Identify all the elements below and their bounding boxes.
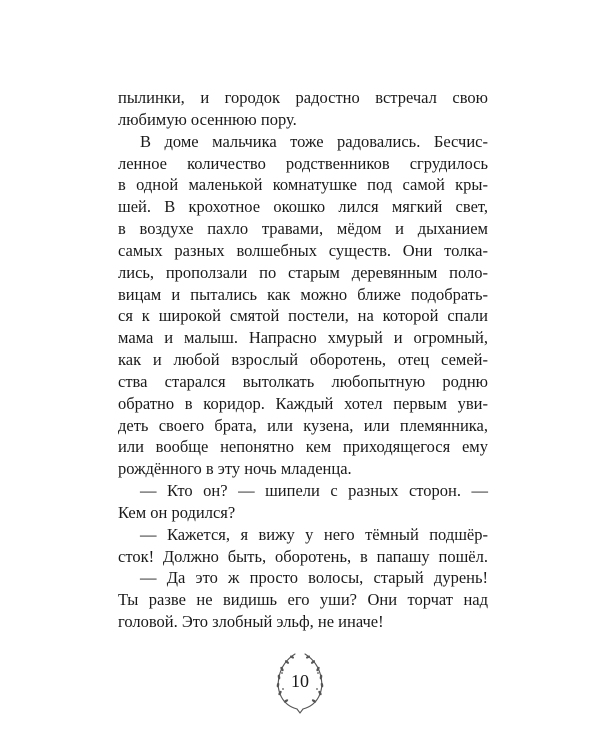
text-line: или вообще непонятно кем приходящегося ему: [118, 437, 488, 457]
text-line: — Кажется, я вижу у него тёмный подшёр-: [140, 524, 488, 544]
text-line: в воздухе пахло травами, мёдом и дыханием: [118, 219, 488, 238]
text-line: любимую осеннюю пору.: [118, 109, 297, 129]
text-line: самых разных волшебных существ. Они толка-: [118, 240, 488, 260]
text-line: рождённого в эту ночь младенца.: [118, 459, 352, 479]
text-line: сток! Должно быть, оборотень, в папашу пошёл.: [118, 546, 488, 566]
text-line: Ты разве не видишь его уши? Они торчат над: [118, 590, 488, 610]
text-line: ся к широкой смятой постели, на которой спали: [118, 306, 488, 326]
text-line: лись, проползали по старым деревянным поло-: [118, 262, 488, 282]
page-folio: [270, 647, 330, 717]
text-line: вицам и пытались как можно ближе подобрать-: [118, 284, 488, 304]
text-line: — Да это ж просто волосы, старый дурень!: [140, 568, 488, 588]
text-line: головой. Это злобный эльф, не иначе!: [118, 612, 384, 631]
text-line: — Кто он? — шипели с разных сторон. —: [140, 481, 488, 500]
text-line: деть своего брата, или кузена, или племянника,: [118, 415, 488, 435]
text-line: как и любой взрослый оборотень, отец семей-: [118, 350, 488, 369]
text-line: Кем он родился?: [118, 502, 236, 522]
text-line: шей. В крохотное окошко лился мягкий свет,: [118, 197, 488, 217]
text-line: В доме мальчика тоже радовались. Бесчис-: [140, 131, 488, 151]
page-number: 10: [291, 671, 309, 691]
text-line: в одной маленькой комнатушке под самой кры-: [118, 175, 488, 195]
text-line: пылинки, и городок радостно встречал свою: [118, 88, 488, 107]
text-line: обратно в коридор. Каждый хотел первым уви-: [118, 393, 488, 413]
text-line: мама и малыш. Напрасно хмурый и огромный,: [118, 328, 488, 348]
text-line: ленное количество родственников сгрудилось: [118, 153, 488, 173]
text-line: ства старался вытолкать любопытную родню: [118, 371, 488, 391]
